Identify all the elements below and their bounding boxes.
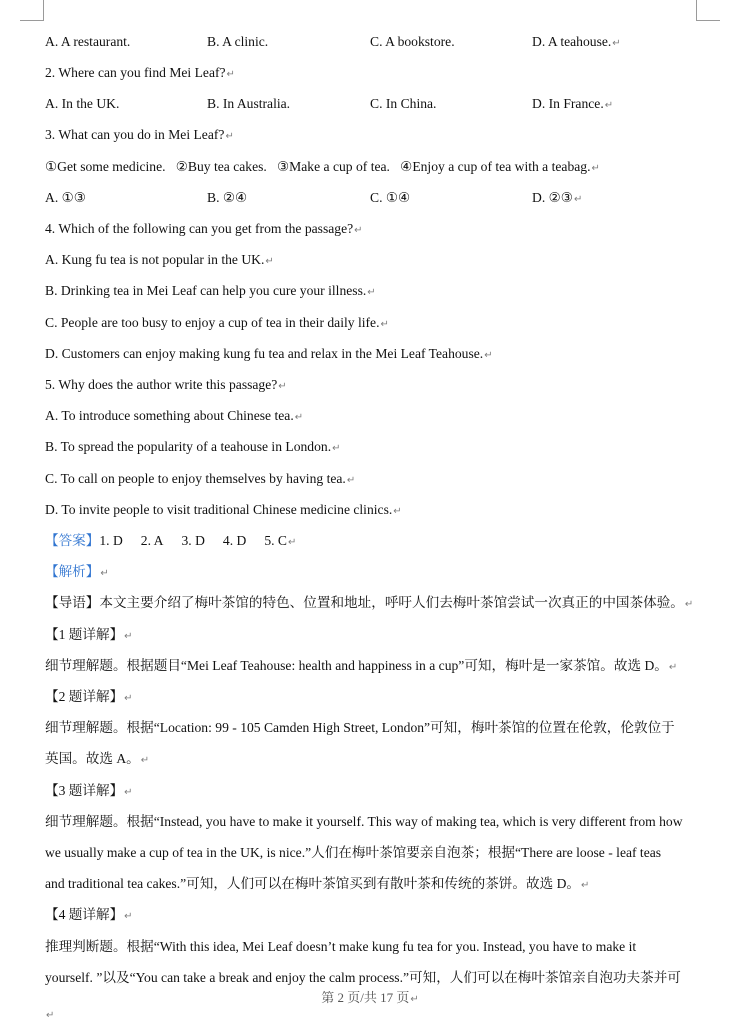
return-mark: ↵ <box>124 787 133 798</box>
q2-option-b: B. In Australia. <box>207 96 291 111</box>
detail-2-label: 【2 题详解】↵ <box>45 689 133 704</box>
q2-option-d: D. In France.↵ <box>532 96 614 111</box>
q1-option-c: C. A bookstore. <box>370 34 455 49</box>
q4-question: 4. Which of the following can you get from the passage?↵ <box>45 221 363 236</box>
return-mark: ↵ <box>604 100 614 111</box>
q4-option-a: A. Kung fu tea is not popular in the UK.↵ <box>45 252 274 267</box>
q1-option-a: A. A restaurant. <box>45 34 131 49</box>
q5-option-d: D. To invite people to visit traditional Chinese medicine clinics.↵ <box>45 502 402 517</box>
q3-option-d: D. ②③↵ <box>532 190 583 205</box>
corner-mark-left-h <box>20 20 44 21</box>
return-mark: ↵ <box>380 319 389 330</box>
answer-item: 4. D <box>222 533 247 548</box>
q1-option-b: B. A clinic. <box>207 34 269 49</box>
q3-option-c: C. ①④ <box>370 190 411 205</box>
return-mark: ↵ <box>684 599 694 610</box>
q5-option-a: A. To introduce something about Chinese tea.↵ <box>45 408 304 423</box>
page-footer: 第 2 页/共 17 页↵ <box>321 990 419 1005</box>
q5-question: 5. Why does the author write this passage?↵ <box>45 377 287 392</box>
guide-paragraph <box>45 594 693 614</box>
return-mark: ↵ <box>332 443 341 454</box>
detail-4-line: yourself. ”以及“You can take a break and enjoy the calm process.”可知，人们可以在梅叶茶馆亲自泡功夫茶并可 <box>45 970 681 985</box>
return-mark: ↵ <box>612 38 621 49</box>
return-mark: ↵ <box>574 194 583 205</box>
return-mark: ↵ <box>484 350 493 361</box>
q2-option-a: A. In the UK. <box>45 96 120 111</box>
q2-question: 2. Where can you find Mei Leaf?↵ <box>45 65 235 80</box>
q5-option-c: C. To call on people to enjoy themselves by having tea.↵ <box>45 471 356 486</box>
return-mark: ↵ <box>354 225 363 236</box>
corner-mark-right-h <box>696 20 720 21</box>
return-mark: ↵ <box>393 506 402 517</box>
return-mark: ↵ <box>287 537 297 548</box>
answer-item: 5. C <box>264 533 287 548</box>
return-mark: ↵ <box>265 256 274 267</box>
detail-4-label: 【4 题详解】↵ <box>45 907 133 922</box>
answer-item: 1. D <box>99 533 123 548</box>
q4-option-d: D. Customers can enjoy making kung fu tea and relax in the Mei Leaf Teahouse.↵ <box>45 346 493 361</box>
q3-question: 3. What can you do in Mei Leaf?↵ <box>45 127 234 142</box>
answer-item: 3. D <box>181 533 205 548</box>
return-mark: ↵ <box>668 662 678 673</box>
return-mark: ↵ <box>225 131 234 142</box>
q5-option-b: B. To spread the popularity of a teahouse in London.↵ <box>45 439 341 454</box>
return-mark: ↵ <box>278 381 287 392</box>
corner-mark-left-v <box>43 0 44 20</box>
return-mark: ↵ <box>124 693 133 704</box>
detail-2-line: 细节理解题。根据“Location: 99 - 105 Camden High Street, London”可知，梅叶茶馆的位置在伦敦，伦敦位于 <box>45 720 675 735</box>
return-mark: ↵ <box>294 412 304 423</box>
detail-1-text: 细节理解题。根据题目“Mei Leaf Teahouse: health and happiness in a cup”可知，梅叶是一家茶馆。故选 D。↵ <box>45 658 678 673</box>
detail-3-line: 细节理解题。根据“Instead, you have to make it yourself. This way of making tea, which is very different from how <box>45 814 683 829</box>
q4-option-b: B. Drinking tea in Mei Leaf can help you cure your illness.↵ <box>45 283 376 298</box>
return-mark: ↵ <box>124 911 133 922</box>
return-mark: ↵ <box>346 475 356 486</box>
return-mark: ↵ <box>226 69 235 80</box>
q3-choices: ①Get some medicine. ②Buy tea cakes. ③Make a cup of tea. ④Enjoy a cup of tea with a teabag.↵ <box>45 159 600 174</box>
q3-option-b: B. ②④ <box>207 190 248 205</box>
return-mark: ↵ <box>591 163 600 174</box>
answer-item: 2. A <box>140 533 164 548</box>
detail-4-line: 推理判断题。根据“With this idea, Mei Leaf doesn’t make kung fu tea for you. Instead, you have to make it <box>45 939 637 954</box>
detail-3-line: we usually make a cup of tea in the UK, is nice.”人们在梅叶茶馆要亲自泡茶；根据“There are loose - leaf teas <box>45 845 662 860</box>
answer-label: 【答案】 <box>45 533 100 548</box>
detail-3-label: 【3 题详解】↵ <box>45 783 133 798</box>
q3-option-a: A. ①③ <box>45 190 86 205</box>
return-mark: ↵ <box>581 880 590 891</box>
answer-line <box>45 532 296 552</box>
detail-2-line: 英国。故选 A。↵ <box>45 751 150 766</box>
analysis-label: 【解析】↵ <box>45 564 109 579</box>
guide-text: 本文主要介绍了梅叶茶馆的特色、位置和地址，呼吁人们去梅叶茶馆尝试一次真正的中国茶体验。 <box>99 595 684 610</box>
return-mark: ↵ <box>100 568 109 579</box>
detail-1-label: 【1 题详解】↵ <box>45 627 133 642</box>
guide-label: 【导语】 <box>45 595 100 610</box>
return-mark: ↵ <box>124 631 133 642</box>
q1-option-d: D. A teahouse.↵ <box>532 34 621 49</box>
trailing-return-mark: ↵ <box>46 1010 55 1021</box>
detail-3-line: and traditional tea cakes.”可知，人们可以在梅叶茶馆买到有散叶茶和传统的茶饼。故选 D。↵ <box>45 876 590 891</box>
q2-option-c: C. In China. <box>370 96 437 111</box>
return-mark: ↵ <box>140 755 150 766</box>
return-mark: ↵ <box>410 994 419 1005</box>
return-mark: ↵ <box>367 287 376 298</box>
corner-mark-right-v <box>696 0 697 20</box>
q4-option-c: C. People are too busy to enjoy a cup of tea in their daily life.↵ <box>45 315 389 330</box>
